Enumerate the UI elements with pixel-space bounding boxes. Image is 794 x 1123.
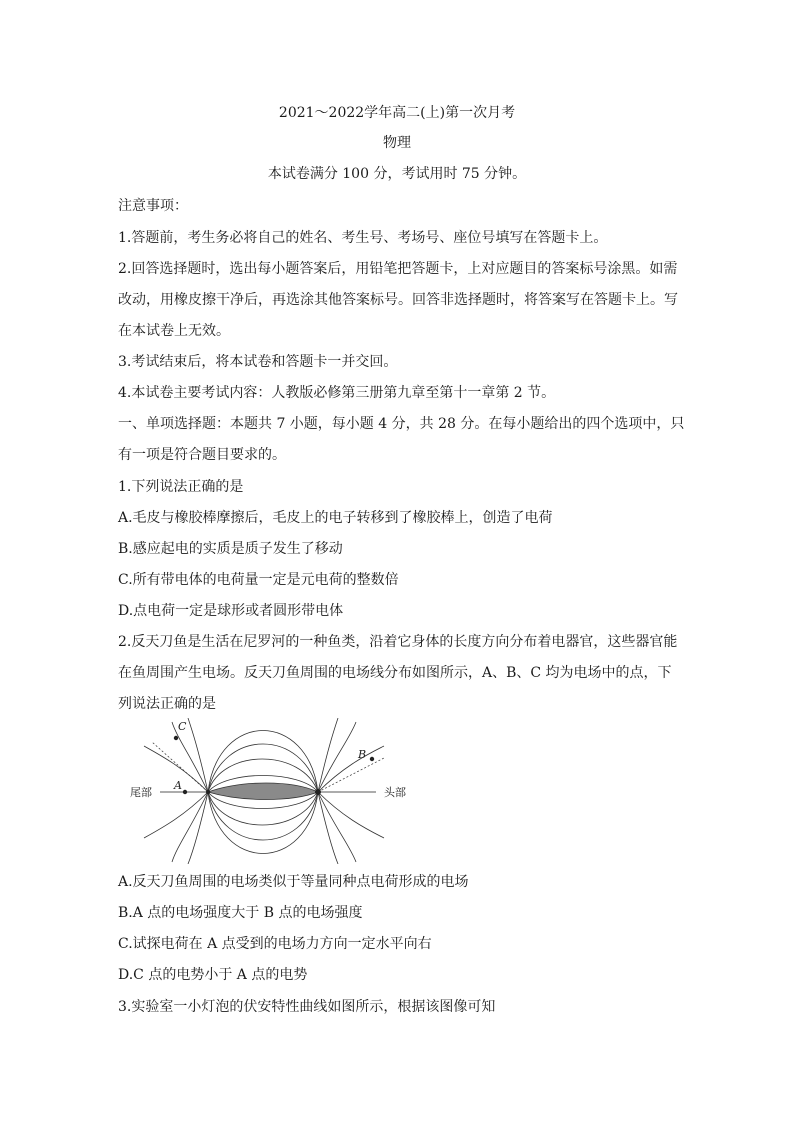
q2-option-a: A.反天刀鱼周围的电场类似于等量同种点电荷形成的电场 (118, 874, 469, 890)
q3-stem: 3.实验室一小灯泡的伏安特性曲线如图所示，根据该图像可知 (118, 999, 496, 1015)
q1-stem: 1.下列说法正确的是 (118, 479, 244, 495)
label-b: B (358, 748, 367, 761)
label-a: A (174, 779, 182, 792)
q2-stem-1: 2.反天刀鱼是生活在尼罗河的一种鱼类，沿着它身体的长度方向分布着电器官，这些器官能 (118, 634, 678, 650)
label-c: C (178, 720, 187, 733)
point-c (174, 736, 178, 740)
note-2: 2.回答选择题时，选出每小题答案后，用铅笔把答题卡，上对应题目的答案标号涂黑。如需 (118, 261, 678, 277)
note-4: 4.本试卷主要考试内容：人教版必修第三册第九章至第十一章第 2 节。 (118, 385, 556, 401)
label-head: 头部 (384, 786, 406, 799)
note-2-cont: 改动，用橡皮擦干净后，再选涂其他答案标号。回答非选择题时，将答案写在答题卡上。写 (118, 292, 678, 308)
note-1: 1.答题前，考生务必将自己的姓名、考生号、考场号、座位号填写在答题卡上。 (118, 230, 608, 246)
electric-field-figure (122, 718, 414, 864)
q1-option-a: A.毛皮与橡胶棒摩擦后，毛皮上的电子转移到了橡胶棒上，创造了电荷 (118, 510, 553, 526)
label-tail: 尾部 (130, 786, 152, 799)
q2-stem-3: 列说法正确的是 (118, 696, 216, 712)
exam-info: 本试卷满分 100 分，考试用时 75 分钟。 (267, 166, 527, 182)
exam-title: 2021～2022学年高二(上)第一次月考 (278, 105, 516, 121)
notes-heading: 注意事项： (118, 198, 188, 214)
q1-option-c: C.所有带电体的电荷量一定是元电荷的整数倍 (118, 572, 399, 588)
subject-title: 物理 (383, 135, 411, 151)
q2-option-b: B.A 点的电场强度大于 B 点的电场强度 (118, 905, 363, 921)
q2-option-c: C.试探电荷在 A 点受到的电场力方向一定水平向右 (118, 936, 432, 952)
point-b (370, 757, 374, 761)
q1-option-b: B.感应起电的实质是质子发生了移动 (118, 541, 343, 557)
note-2-end: 在本试卷上无效。 (118, 323, 230, 339)
section-heading-cont: 有一项是符合题目要求的。 (118, 447, 286, 463)
q1-option-d: D.点电荷一定是球形或者圆形带电体 (118, 603, 344, 619)
q2-option-d: D.C 点的电势小于 A 点的电势 (118, 967, 308, 983)
point-a (183, 790, 187, 794)
section-heading: 一、单项选择题：本题共 7 小题，每小题 4 分，共 28 分。在每小题给出的四个选项中，只 (118, 416, 685, 432)
note-3: 3.考试结束后，将本试卷和答题卡一并交回。 (118, 354, 398, 370)
q2-stem-2: 在鱼周围产生电场。反天刀鱼周围的电场线分布如图所示，A、B、C 均为电场中的点，下 (118, 665, 672, 681)
